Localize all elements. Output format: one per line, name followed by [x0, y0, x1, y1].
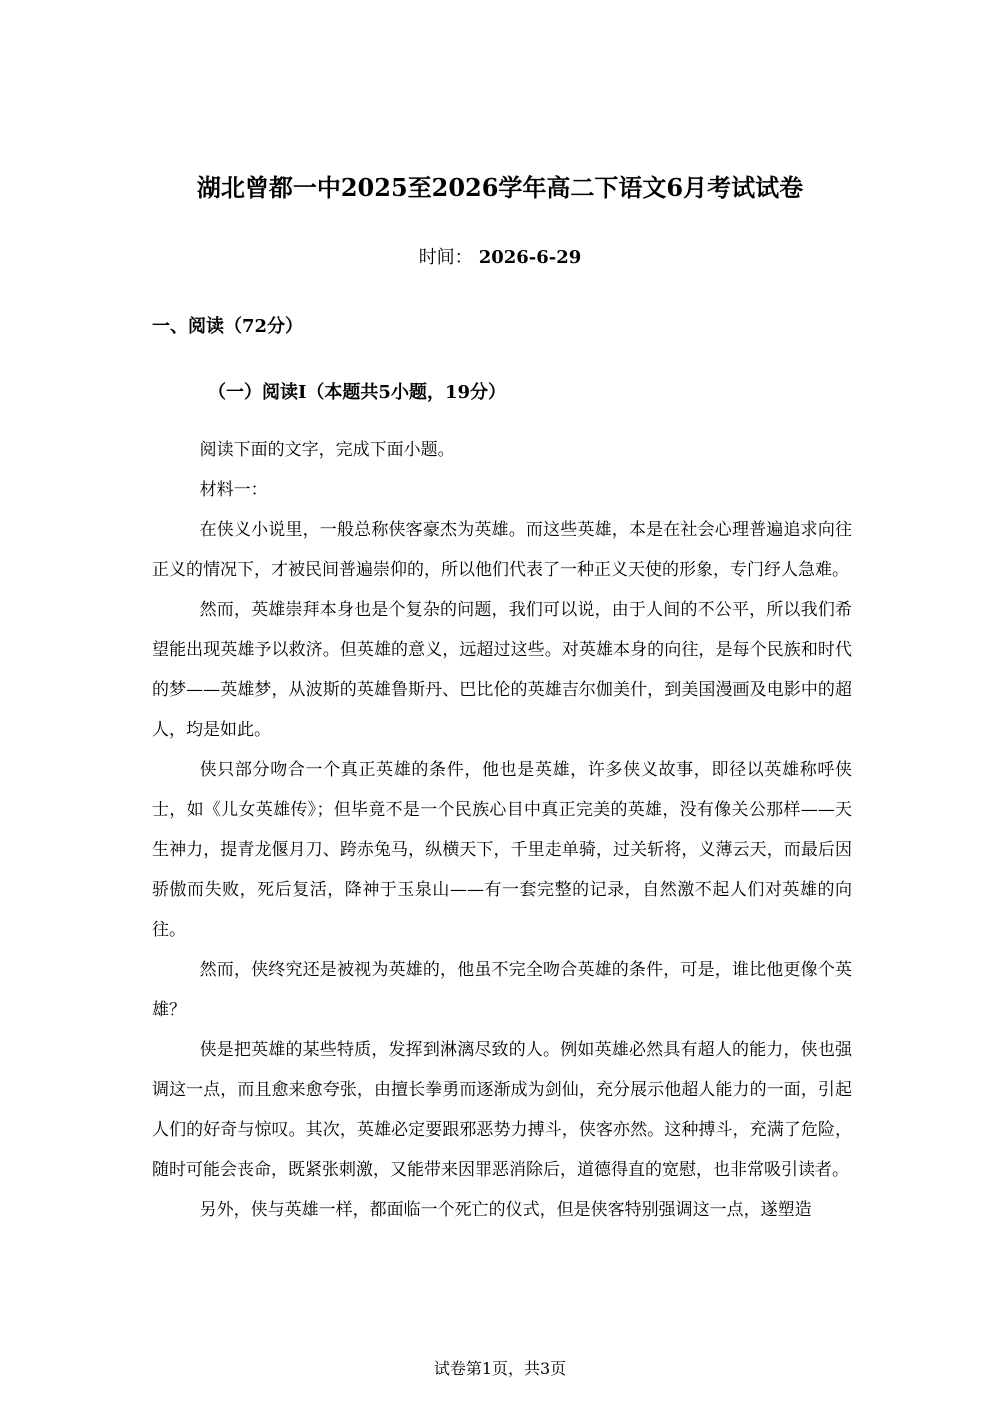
sub-heading: （一）阅读I（本题共5小题，19分）: [208, 382, 506, 403]
page-footer: 试卷第1页，共3页: [433, 1359, 567, 1378]
paragraph: 在侠义小说里，一般总称侠客豪杰为英雄。而这些英雄，本是在社会心理普遍追求向往正义的情况下，才被民间普遍崇仰的，所以他们代表了一种正义天使的形象，专门纾人急难。: [152, 520, 852, 580]
paragraph: 侠只部分吻合一个真正英雄的条件，他也是英雄，许多侠义故事，即径以英雄称呼侠士，如《儿女英雄传》；但毕竟不是一个民族心目中真正完美的英雄，没有像关公那样——天生神力，提青龙偃月刀、跨赤兔马，纵横天下，千里走单骑，过关斩将，义薄云天，而最后因骄傲而失败，死后复活，降神于玉泉山——有一套完整的记录，自然激不起人们对英雄的向往。: [152, 760, 852, 940]
paragraph-instruction: 阅读下面的文字，完成下面小题。: [199, 440, 455, 460]
time-label: 时间：: [418, 247, 473, 268]
paragraph: 然而，侠终究还是被视为英雄的，他虽不完全吻合英雄的条件，可是，谁比他更像个英雄？: [152, 960, 852, 1020]
paragraph-material-label: 材料一：: [199, 480, 268, 500]
paragraph: 另外，侠与英雄一样，都面临一个死亡的仪式，但是侠客特别强调这一点，遂塑造: [199, 1200, 812, 1220]
exam-title: 湖北曾都一中2025至2026学年高二下语文6月考试试卷: [196, 173, 804, 202]
exam-time: [0, 243, 1000, 269]
time-value: 2026-6-29: [478, 247, 582, 268]
section-heading: 一、阅读（72分）: [152, 316, 304, 337]
paragraph: 侠是把英雄的某些特质，发挥到淋漓尽致的人。例如英雄必然具有超人的能力，侠也强调这一点，而且愈来愈夸张，由擅长拳勇而逐渐成为剑仙，充分展示他超人能力的一面，引起人们的好奇与惊叹。其次，英雄必定要跟邪恶势力搏斗，侠客亦然。这种搏斗，充满了危险，随时可能会丧命，既紧张刺激，又能带来因罪恶消除后，道德得直的宽慰，也非常吸引读者。: [152, 1040, 852, 1180]
paragraph: 然而，英雄崇拜本身也是个复杂的问题，我们可以说，由于人间的不公平，所以我们希望能出现英雄予以救济。但英雄的意义，远超过这些。对英雄本身的向往，是每个民族和时代的梦——英雄梦，从波斯的英雄鲁斯丹、巴比伦的英雄吉尔伽美什，到美国漫画及电影中的超人，均是如此。: [152, 600, 852, 740]
reading-passage: [152, 430, 852, 1230]
